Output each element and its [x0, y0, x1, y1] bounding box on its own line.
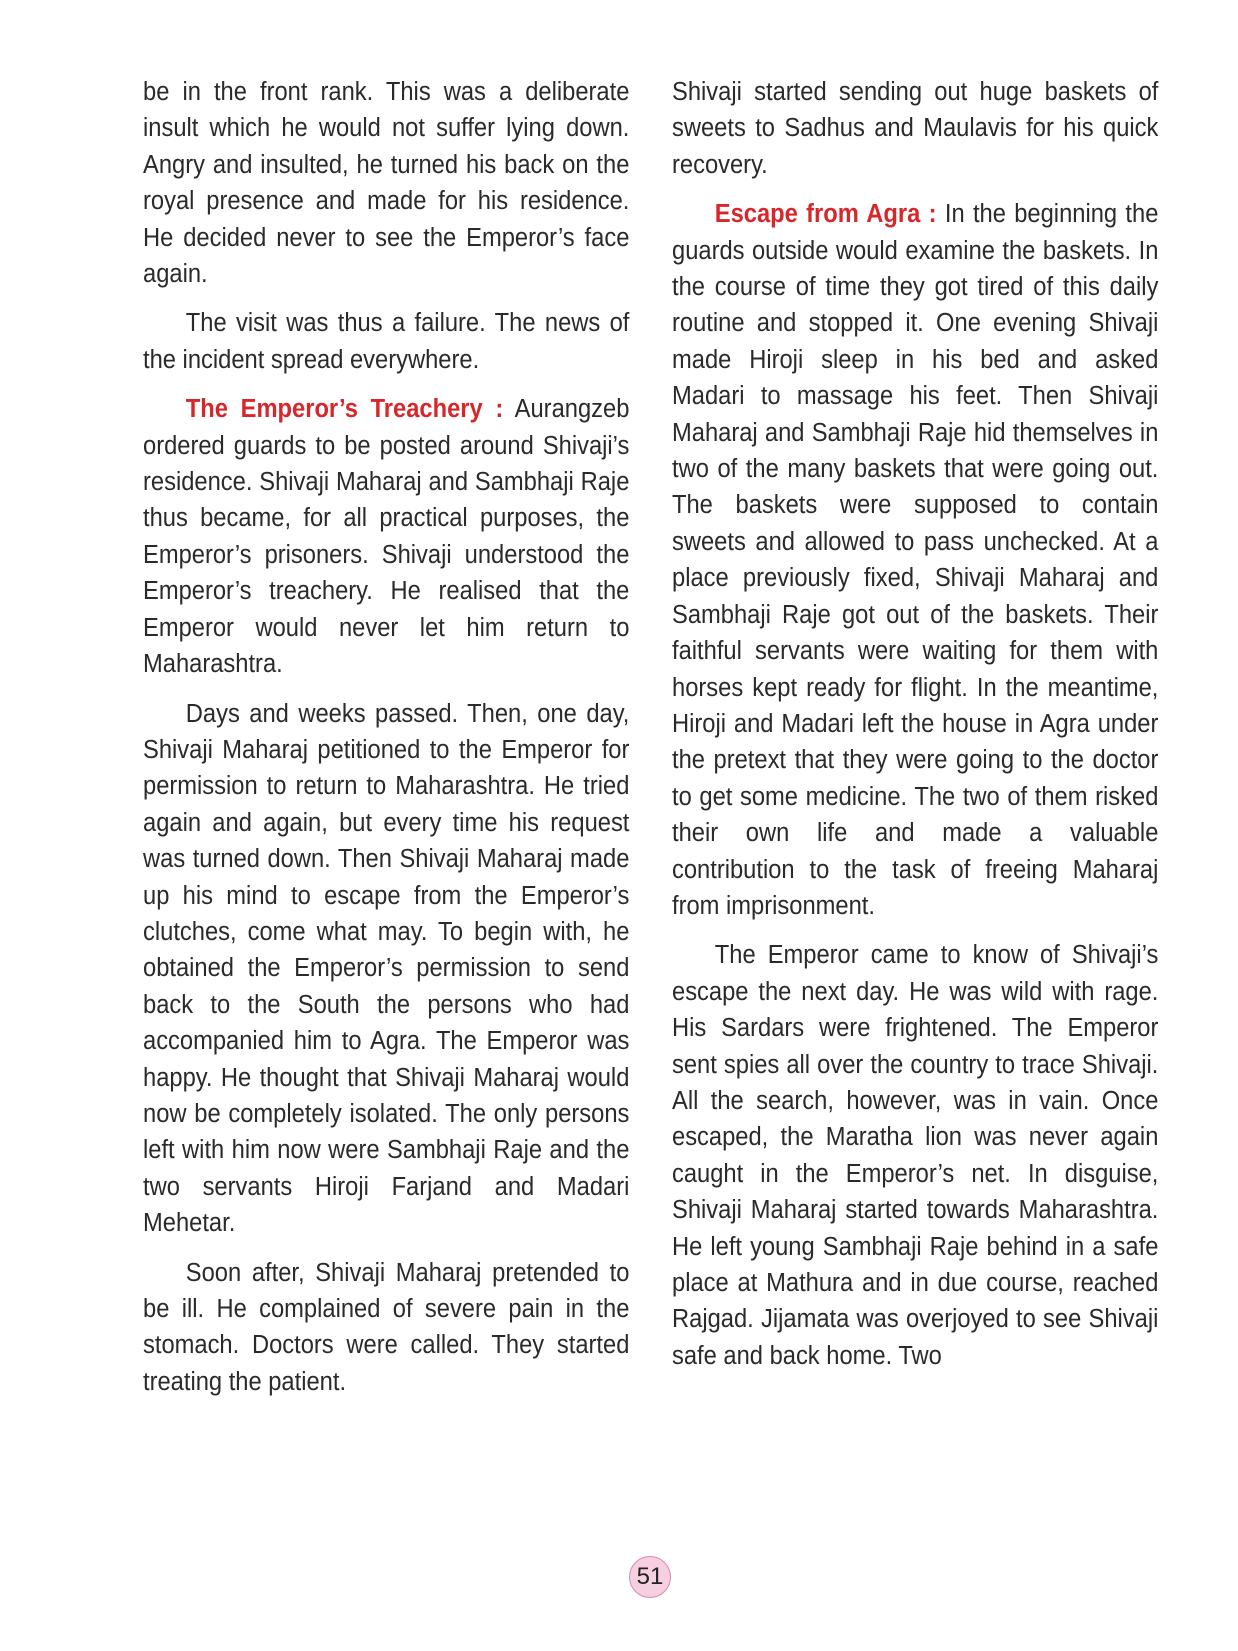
paragraph: The Emperor came to know of Shivaji’s escape the next day. He was wild with rage. His Sardars were frightened. The Emperor sent spies all over the country to trace Shivaji. All the search, however, was in vain. Once escaped, the Maratha lion was never again caught in the Emperor’s net. In disguise, Shivaji Maharaj started towards Maharashtra. He left young Sambhaji Raje behind in a safe place at Mathura and in due course, reached Rajgad. Jijamata was overjoyed to see Shivaji safe and back home. Two [672, 941, 1159, 1370]
paragraph: Soon after, Shivaji Maharaj pretended to be ill. He complained of severe pain in the stomach. Doctors were called. They started treating the patient. [143, 1258, 630, 1396]
paragraph [672, 196, 1158, 924]
paragraph-body: In the beginning the guards outside would examine the baskets. In the course of time they got tired of this daily routine and stopped it. One evening Shivaji made Hiroji sleep in his bed and asked Madari to massage his feet. Then Shivaji Maharaj and Sambhaji Raje hid themselves in two of the many baskets that were going out. The baskets were supposed to contain sweets and allowed to pass unchecked. At a place previously fixed, Shivaji Maharaj and Sambhaji Raje got out of the baskets. Their faithful servants were waiting for them with horses kept ready for flight. In the meantime, Hiroji and Madari left the house in Agra under the pretext that they were going to the doctor to get some medicine. The two of them risked their own life and made a valuable contribution to the task of freeing Maharaj from imprisonment. [672, 200, 1159, 920]
paragraph [143, 391, 629, 682]
section-heading: The Emperor’s Treachery : [185, 395, 504, 424]
page-number: 51 [629, 1556, 671, 1598]
paragraph-body: Aurangzeb ordered guards to be posted around Shivaji’s residence. Shivaji Maharaj and Sambhaji Raje thus became, for all practical purposes, the Emperor’s prisoners. Shivaji understood the Emperor’s treachery. He realised that the Emperor would never let him return to Maharashtra. [143, 395, 630, 679]
paragraph: be in the front rank. This was a deliberate insult which he would not suffer lying down. Angry and insulted, he turned his back on the royal presence and made for his residence. He decided never to see the Emperor’s face again. [143, 78, 630, 289]
section-heading: Escape from Agra : [714, 200, 937, 229]
paragraph: Shivaji started sending out huge baskets of sweets to Sadhus and Maulavis for his quick recovery. [672, 78, 1159, 179]
left-column [143, 74, 629, 1413]
right-column [672, 74, 1158, 1387]
paragraph: The visit was thus a failure. The news of the incident spread everywhere. [143, 309, 630, 374]
paragraph: Days and weeks passed. Then, one day, Shivaji Maharaj petitioned to the Emperor for permission to return to Maharashtra. He tried again and again, but every time his request was turned down. Then Shivaji Maharaj made up his mind to escape from the Emperor’s clutches, come what may. To begin with, he obtained the Emperor’s permission to send back to the South the persons who had accompanied him to Agra. The Emperor was happy. He thought that Shivaji Maharaj would now be completely isolated. The only persons left with him now were Sambhaji Raje and the two servants Hiroji Farjand and Madari Mehetar. [143, 699, 630, 1238]
